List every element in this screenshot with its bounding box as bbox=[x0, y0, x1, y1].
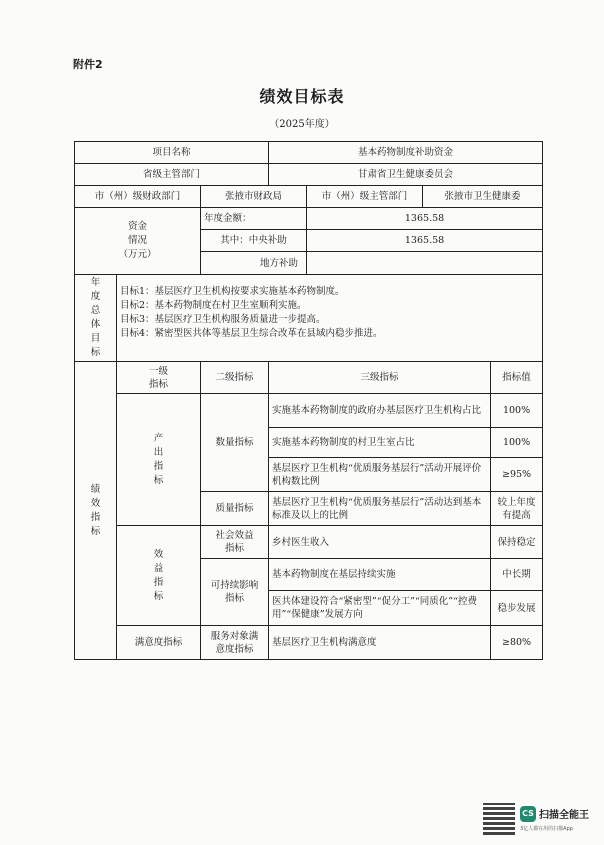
indicator-name: 基层医疗卫生机构“优质服务基层行”活动开展评价机构数比例 bbox=[269, 458, 491, 492]
indicator-name: 基层医疗卫生机构满意度 bbox=[269, 626, 491, 660]
page-title: 绩效目标表 bbox=[259, 87, 345, 106]
satisfaction-indicator-label: 满意度指标 bbox=[117, 626, 201, 660]
benefit-indicator-label bbox=[117, 526, 201, 626]
indicator-label-char: 标 bbox=[90, 525, 101, 537]
header-level1-line: 指标 bbox=[148, 378, 168, 390]
central-subsidy-value: 1365.58 bbox=[307, 230, 543, 252]
central-subsidy-label: 其中：中央补助 bbox=[201, 230, 307, 252]
annual-amount-value: 1365.58 bbox=[307, 208, 543, 230]
output-indicator-label bbox=[117, 394, 201, 526]
output-label-char: 标 bbox=[153, 474, 164, 486]
indicator-label-char: 指 bbox=[90, 511, 101, 523]
indicator-value: 100% bbox=[491, 394, 543, 428]
indicator-value-line: 较上年度 bbox=[497, 496, 536, 508]
goal-label-char: 年 bbox=[90, 277, 101, 288]
funds-label-line: （万元） bbox=[118, 249, 157, 260]
indicator-name: 实施基本药物制度的村卫生室占比 bbox=[269, 428, 491, 458]
indicator-name: 基层医疗卫生机构“优质服务基层行”活动达到基本标准及以上的比例 bbox=[269, 492, 491, 526]
header-level2: 二级指标 bbox=[201, 362, 269, 394]
quality-indicator-label: 质量指标 bbox=[201, 492, 269, 526]
sustainable-impact-line: 指标 bbox=[225, 593, 245, 604]
fiscal-year: （2025年度） bbox=[269, 119, 335, 130]
quantity-indicator-label: 数量指标 bbox=[201, 394, 269, 492]
city-finance-label: 市（州）级财政部门 bbox=[75, 186, 201, 208]
qr-code-icon bbox=[483, 803, 515, 835]
indicator-name: 实施基本药物制度的政府办基层医疗卫生机构占比 bbox=[269, 394, 491, 428]
output-label-char: 出 bbox=[153, 446, 164, 458]
indicator-value: 中长期 bbox=[491, 559, 543, 591]
indicators-label bbox=[75, 362, 117, 660]
header-value: 指标值 bbox=[491, 362, 543, 394]
scanner-tagline: 3亿人都在用的扫描App bbox=[520, 826, 573, 832]
social-benefit-label bbox=[201, 526, 269, 559]
benefit-label-char: 指 bbox=[153, 576, 164, 588]
goal-item: 目标2：基本药物制度在村卫生室顺利实施。 bbox=[120, 300, 307, 311]
indicator-value: ≥95% bbox=[491, 458, 543, 492]
social-benefit-line: 指标 bbox=[225, 543, 245, 554]
local-subsidy-value bbox=[307, 252, 543, 275]
city-dept-value: 张掖市卫生健康委 bbox=[423, 186, 543, 208]
scanner-watermark bbox=[483, 803, 595, 839]
benefit-label-char: 益 bbox=[153, 562, 164, 574]
annual-amount-label: 年度金额： bbox=[201, 208, 307, 230]
attachment-label: 附件2 bbox=[73, 58, 103, 71]
indicator-value bbox=[491, 492, 543, 526]
indicator-label-char: 效 bbox=[90, 497, 101, 509]
scanner-app-name: 扫描全能王 bbox=[539, 810, 589, 821]
header-level3: 三级指标 bbox=[269, 362, 491, 394]
goal-label-char: 标 bbox=[90, 347, 101, 358]
indicator-value-line: 有提高 bbox=[502, 509, 531, 521]
benefit-label-char: 标 bbox=[153, 590, 164, 602]
sustainable-impact-line: 可持续影响 bbox=[210, 580, 259, 591]
project-name-value: 基本药物制度补助资金 bbox=[269, 142, 543, 164]
goal-label-char: 目 bbox=[90, 333, 101, 344]
service-satisfaction-label bbox=[201, 626, 269, 660]
province-dept-label: 省级主管部门 bbox=[75, 164, 269, 186]
goal-item: 目标4：紧密型医共体等基层卫生综合改革在县域内稳步推进。 bbox=[120, 328, 383, 339]
indicator-value: ≥80% bbox=[491, 626, 543, 660]
province-dept-value: 甘肃省卫生健康委员会 bbox=[269, 164, 543, 186]
indicator-name: 乡村医生收入 bbox=[269, 526, 491, 559]
indicator-label-char: 绩 bbox=[90, 483, 101, 495]
project-name-label: 项目名称 bbox=[75, 142, 269, 164]
annual-goals-content bbox=[117, 275, 543, 362]
indicator-value: 稳步发展 bbox=[491, 591, 543, 626]
header-level1-line: 一级 bbox=[148, 365, 168, 377]
indicator-value: 保持稳定 bbox=[491, 526, 543, 559]
indicator-value: 100% bbox=[491, 428, 543, 458]
service-satisfaction-line: 服务对象满 bbox=[210, 630, 259, 642]
goal-label-char: 总 bbox=[90, 305, 101, 316]
benefit-label-char: 效 bbox=[153, 548, 164, 560]
service-satisfaction-line: 意度指标 bbox=[215, 643, 254, 655]
funds-label-line: 资金 bbox=[127, 221, 147, 232]
local-subsidy-label: 地方补助 bbox=[201, 252, 307, 275]
annual-goals-label bbox=[75, 275, 117, 362]
performance-goal-table bbox=[74, 141, 543, 660]
city-dept-label: 市（州）级主管部门 bbox=[307, 186, 423, 208]
header-level1 bbox=[117, 362, 201, 394]
sustainable-impact-label bbox=[201, 559, 269, 626]
output-label-char: 指 bbox=[153, 460, 164, 472]
indicator-name: 基本药物制度在基层持续实施 bbox=[269, 559, 491, 591]
goal-label-char: 度 bbox=[90, 291, 101, 302]
camscanner-logo-icon: CS bbox=[520, 806, 536, 822]
goal-label-char: 体 bbox=[90, 319, 101, 330]
goal-item: 目标1：基层医疗卫生机构按要求实施基本药物制度。 bbox=[120, 286, 345, 297]
output-label-char: 产 bbox=[153, 432, 164, 444]
city-finance-value: 张掖市财政局 bbox=[201, 186, 307, 208]
social-benefit-line: 社会效益 bbox=[215, 530, 254, 541]
funds-label bbox=[75, 208, 201, 275]
indicator-name: 医共体建设符合“紧密型”“促分工”“同质化”“控费用”“保健康”发展方向 bbox=[269, 591, 491, 626]
goal-item: 目标3：基层医疗卫生机构服务质量进一步提高。 bbox=[120, 314, 326, 325]
funds-label-line: 情况 bbox=[127, 235, 147, 246]
